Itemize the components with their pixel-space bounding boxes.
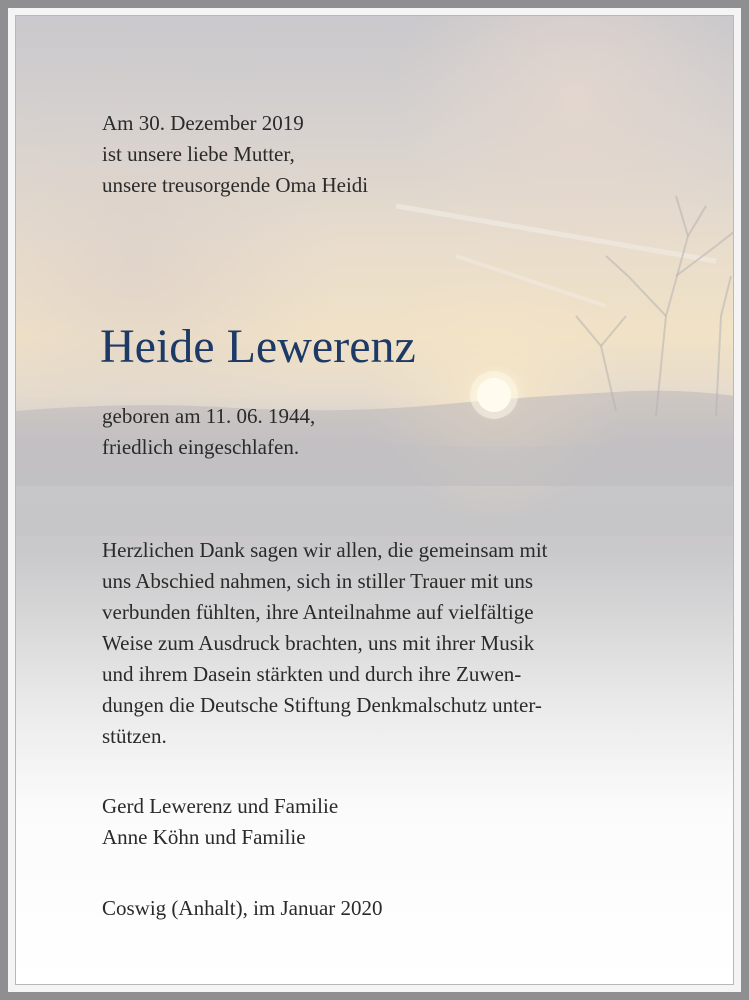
signature-line: Anne Köhn und Familie <box>102 825 306 849</box>
deceased-name: Heide Lewerenz <box>100 320 416 373</box>
signature-line: Gerd Lewerenz und Familie <box>102 794 339 818</box>
notice-panel <box>15 15 734 985</box>
thanks-line: Weise zum Ausdruck brachten, uns mit ihrer Musik <box>102 631 535 655</box>
thanks-line: verbunden fühlten, ihre Anteilnahme auf vielfältige <box>102 600 534 624</box>
dates-line: geboren am 11. 06. 1944, <box>102 404 316 428</box>
thanks-paragraph <box>102 535 548 752</box>
intro-line: unsere treusorgende Oma Heidi <box>102 173 369 197</box>
thanks-line: Herzlichen Dank sagen wir allen, die gemeinsam mit <box>102 538 548 562</box>
thanks-line: stützen. <box>102 724 167 748</box>
thanks-line: dungen die Deutsche Stiftung Denkmalschutz unter- <box>102 693 542 717</box>
dates-line: friedlich eingeschlafen. <box>102 435 300 459</box>
notice-frame <box>8 8 741 992</box>
thanks-line: uns Abschied nahmen, sich in stiller Trauer mit uns <box>102 569 534 593</box>
dates-text <box>102 401 315 463</box>
place-date: Coswig (Anhalt), im Januar 2020 <box>102 896 383 920</box>
thanks-line: und ihrem Dasein stärkten und durch ihre Zuwen- <box>102 662 522 686</box>
intro-line: ist unsere liebe Mutter, <box>102 142 295 166</box>
signatures <box>102 791 338 853</box>
intro-line: Am 30. Dezember 2019 <box>102 111 304 135</box>
intro-text <box>102 108 368 201</box>
